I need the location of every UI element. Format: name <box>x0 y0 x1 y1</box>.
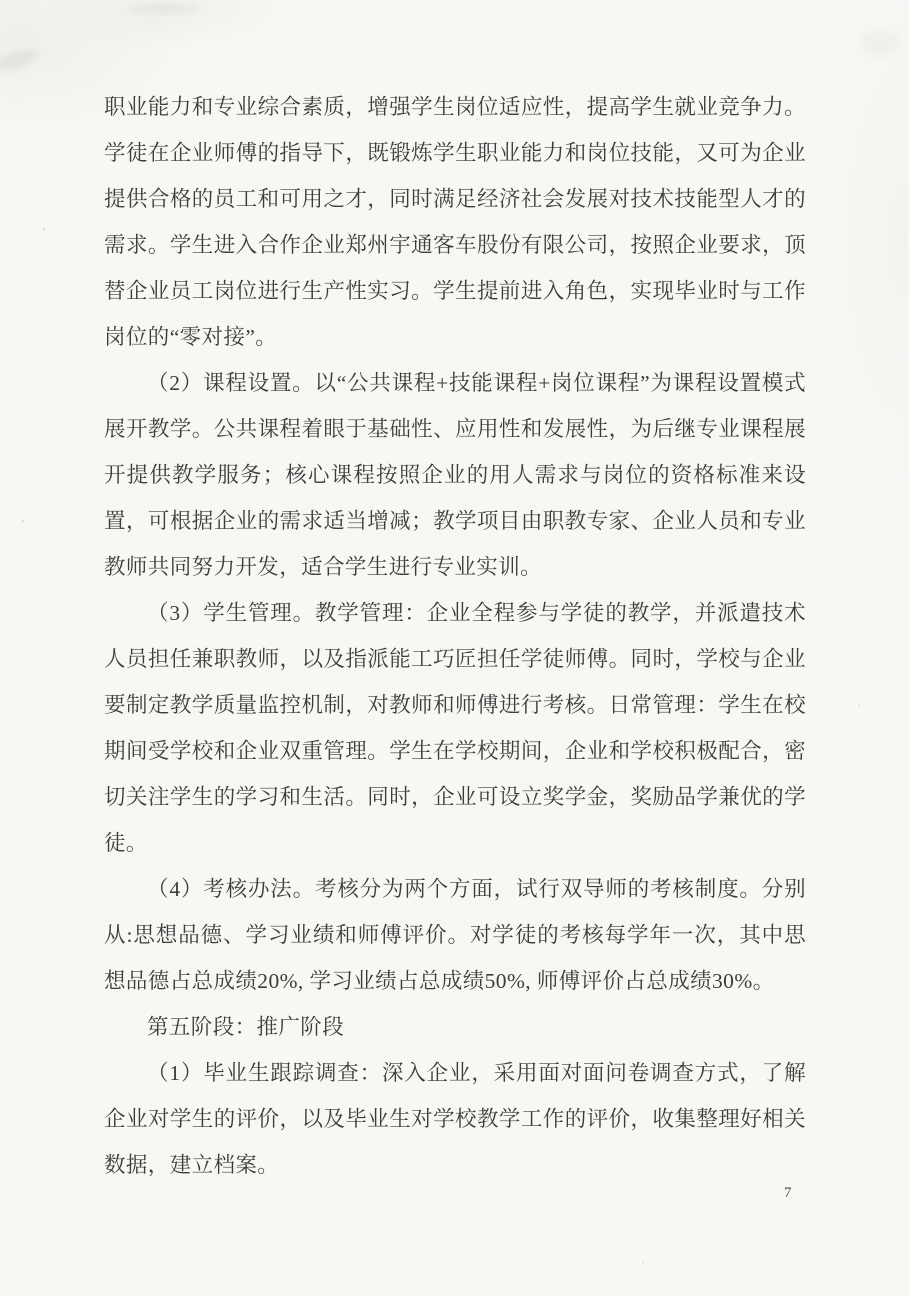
scan-smudge <box>860 30 900 56</box>
paragraph-continuation: 职业能力和专业综合素质，增强学生岗位适应性，提高学生就业竞争力。学徒在企业师傅的指导下，既锻炼学生职业能力和岗位技能，又可为企业提供合格的员工和可用之才，同时满足经济社会发展对技术技能型人才的需求。学生进入合作企业郑州宇通客车股份有限公司，按照企业要求，顶替企业员工岗位进行生产性实习。学生提前进入角色，实现毕业时与工作岗位的“零对接”。 <box>104 95 806 349</box>
scan-speck <box>858 704 860 706</box>
section-heading-phase-five: 第五阶段：推广阶段 <box>147 1015 345 1039</box>
scan-smudge <box>130 4 200 14</box>
paragraph-assessment-method: （4）考核办法。考核分为两个方面，试行双导师的考核制度。分别从:思想品德、学习业绩和师傅评价。对学徒的考核每学年一次，其中思想品德占总成绩20%, 学习业绩占总成绩50%, 师傅评价占总成绩30%。 <box>104 877 806 993</box>
paragraph-graduate-tracking-survey: （1）毕业生跟踪调查：深入企业，采用面对面问卷调查方式，了解企业对学生的评价，以及毕业生对学校教学工作的评价，收集整理好相关数据，建立档案。 <box>104 1061 806 1177</box>
paragraph-student-management: （3）学生管理。教学管理：企业全程参与学徒的教学，并派遣技术人员担任兼职教师，以及指派能工巧匠担任学徒师傅。同时，学校与企业要制定教学质量监控机制，对教师和师傅进行考核。日常管理：学生在校期间受学校和企业双重管理。学生在学校期间，企业和学校积极配合，密切关注学生的学习和生活。同时，企业可设立奖学金，奖励品学兼优的学徒。 <box>104 601 806 855</box>
page-number: 7 <box>784 1185 792 1201</box>
document-body-text <box>104 84 806 1188</box>
scan-speck <box>43 228 45 230</box>
scan-speck <box>642 1262 644 1264</box>
paragraph-curriculum-setup: （2）课程设置。以“公共课程+技能课程+岗位课程”为课程设置模式展开教学。公共课程着眼于基础性、应用性和发展性，为后继专业课程展开提供教学服务；核心课程按照企业的用人需求与岗位的资格标准来设置，可根据企业的需求适当增减；教学项目由职教专家、企业人员和专业教师共同努力开发，适合学生进行专业实训。 <box>104 371 806 579</box>
scan-smudge <box>0 45 41 74</box>
scan-speck <box>22 520 24 522</box>
